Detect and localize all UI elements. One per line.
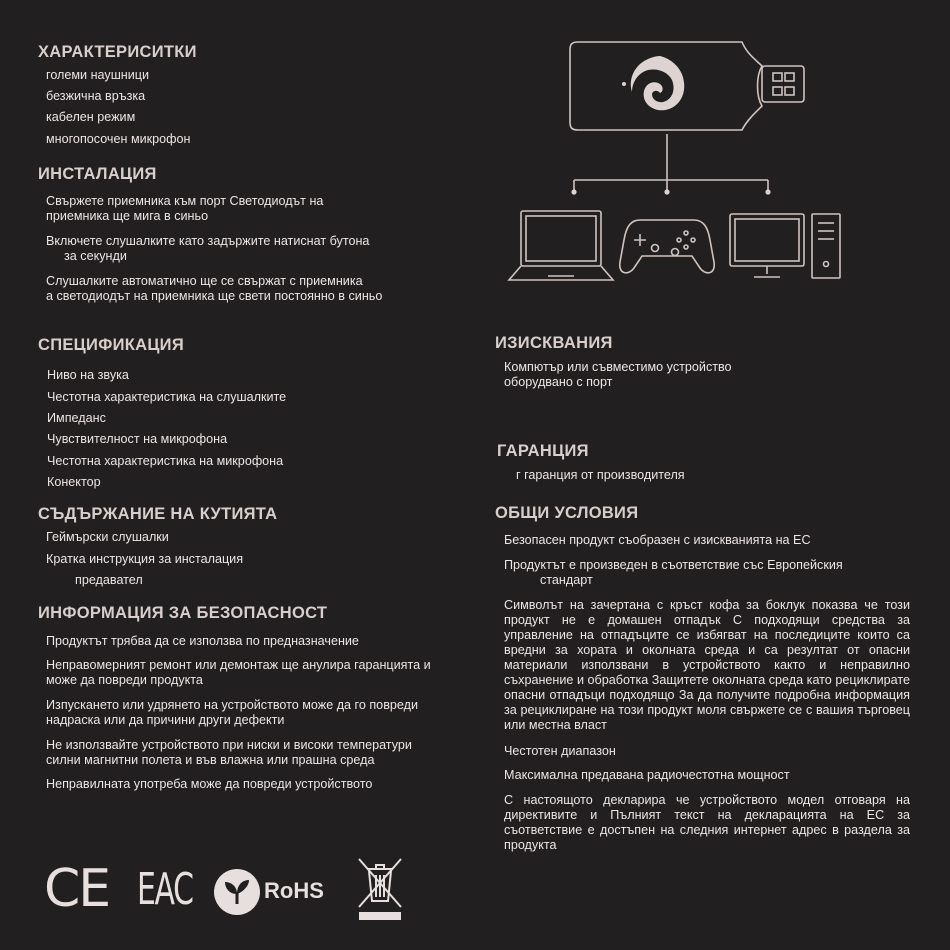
feature-item: кабелен режим [46, 110, 136, 124]
specification-heading: СПЕЦИФИКАЦИЯ [38, 336, 184, 354]
general-terms-p6: С настоящото декларира че устройството модел отговаря на директивите и Пълният текст на декларацията на ЕС за съответствие е достъпен на следния интернет адрес в раздела за продукта [504, 793, 910, 852]
safety-heading: ИНФОРМАЦИЯ ЗА БЕЗОПАСНОСТ [38, 604, 328, 622]
general-terms-p3: Символът на зачертана с кръст кофа за боклук показва че този продукт не е домашен отпадък С подходящи средства за управление на отпадъците се избягват на последиците които са вредни за хората и околната среда и са резултат от опасни материали използвани в устройството както и неправилно съхранение и обработка Защитете околната среда като рециклирате опасни отпадъци подходящо За да получите подробна информация за рециклиране на този продукт моля свържете се с вашия търговец или местна власт [504, 598, 910, 732]
safety-item: силни магнитни полета и във влажна или прашна среда [46, 753, 375, 767]
installation-step-3-line-1: Слушалките автоматично ще се свържат с приемника [46, 274, 363, 288]
spec-item: Ниво на звука [47, 368, 129, 382]
safety-item: Продуктът трябва да се използва по предназначение [46, 634, 359, 648]
leaf-icon [213, 868, 261, 916]
spec-item: Чувствителност на микрофона [47, 432, 228, 446]
connection-lines-icon [571, 134, 770, 195]
safety-item: Изпускането или удрянето на устройството може да го повреди [46, 698, 418, 712]
safety-item: надраска или да причини други дефекти [46, 713, 285, 727]
requirements-line-2: оборудвано с порт [504, 375, 613, 389]
general-terms-p2-text: Продуктът е произведен в съответствие със Европейския [504, 558, 843, 572]
ce-mark-logo: CE [44, 859, 110, 919]
connection-diagram [500, 30, 860, 290]
spec-item: Честотна характеристика на микрофона [47, 454, 284, 468]
box-contents-heading: СЪДЪРЖАНИЕ НА КУТИЯТА [38, 505, 278, 523]
safety-item: Неправомерният ремонт или демонтаж ще анулира гаранцията и [46, 658, 431, 672]
requirements-line-1: Компютър или съвместимо устройство [504, 360, 732, 374]
installation-step-1-line-1: Свържете приемника към порт Светодиодът на [46, 194, 324, 208]
feature-item: безжична връзка [46, 89, 146, 103]
warranty-text: г гаранция от производителя [516, 468, 685, 482]
installation-step-2-line-1: Включете слушалките като задържите натиснат бутона [46, 234, 370, 248]
features-heading: ХАРАКТЕРИСИТКИ [38, 43, 197, 61]
requirements-heading: ИЗИСКВАНИЯ [495, 334, 613, 352]
feature-item: многопосочен микрофон [46, 132, 191, 146]
desktop-computer-icon [730, 214, 840, 278]
safety-item: Не използвайте устройството при ниски и високи температури [46, 738, 412, 752]
box-item: Геймърски слушалки [46, 530, 169, 544]
general-terms-heading: ОБЩИ УСЛОВИЯ [495, 504, 639, 522]
general-terms-p5: Максимална предавана радиочестотна мощност [504, 768, 790, 782]
safety-item: може да повреди продукта [46, 673, 203, 687]
installation-heading: ИНСТАЛАЦИЯ [38, 165, 157, 183]
laptop-icon [509, 211, 613, 280]
crossed-bin-icon [357, 857, 403, 923]
rohs-label: RoHS [264, 878, 324, 903]
spec-item: Импеданс [47, 411, 106, 425]
eac-mark-logo: EAC [137, 864, 193, 915]
spec-item: Честотна характеристика на слушалките [47, 390, 287, 404]
box-item: предавател [75, 573, 143, 587]
installation-step-1-line-2: приемника ще мига в синьо [46, 209, 209, 223]
box-item: Кратка инструкция за инсталация [46, 552, 244, 566]
gamepad-icon [620, 220, 715, 273]
safety-item: Неправилната употреба може да повреди устройството [46, 777, 373, 791]
warranty-heading: ГАРАНЦИЯ [497, 442, 589, 460]
installation-step-3-line-2: а светодиодът на приемника ще свети постоянно в синьо [46, 289, 383, 303]
general-terms-p2b: стандарт [540, 573, 593, 587]
installation-step-2-line-2: за секунди [64, 249, 127, 263]
feature-item: големи наушници [46, 68, 150, 82]
spec-item: Конектор [47, 475, 101, 489]
general-terms-p4: Честотен диапазон [504, 744, 616, 758]
general-terms-p2 [504, 558, 910, 573]
usb-receiver-icon [570, 42, 804, 130]
general-terms-p1: Безопасен продукт съобразен с изискванията на ЕС [504, 533, 811, 547]
